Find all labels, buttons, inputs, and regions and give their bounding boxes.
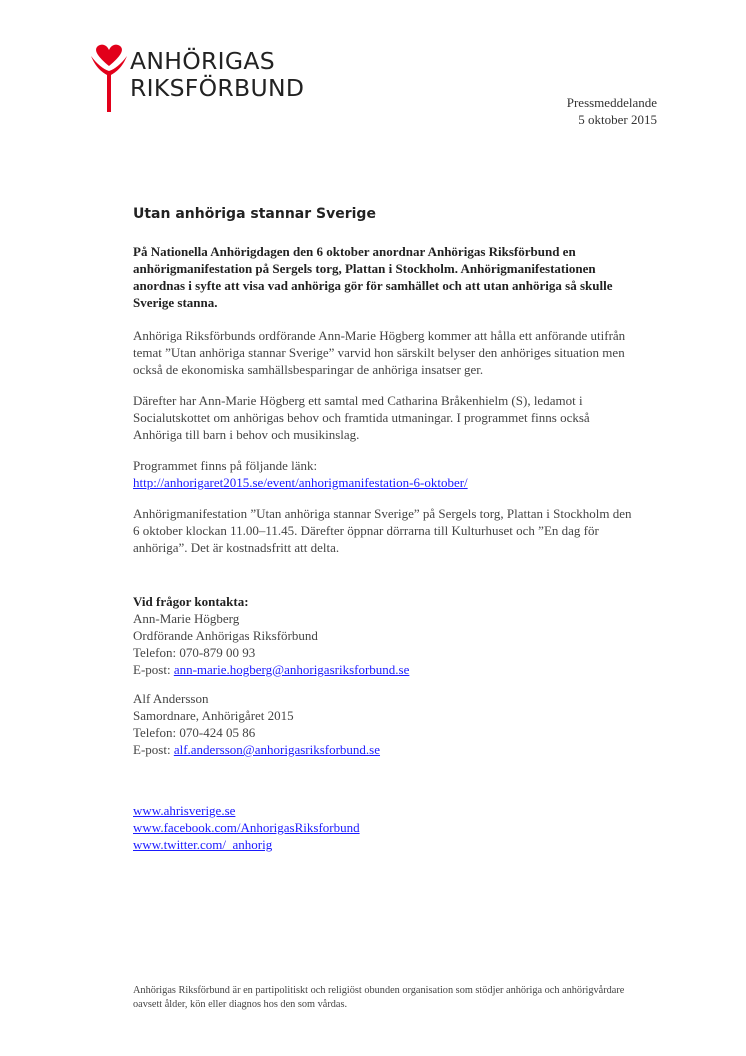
organization-logo — [88, 42, 318, 112]
program-paragraph — [133, 457, 633, 491]
program-intro: Programmet finns på följande länk: — [133, 458, 318, 473]
document-type: Pressmeddelande — [566, 95, 657, 110]
contact-role: Ordförande Anhörigas Riksförbund — [133, 628, 318, 643]
article-paragraph-1: Anhöriga Riksförbunds ordförande Ann-Marie Högberg kommer att hålla ett anförande utifrån temat ”Utan anhöriga stannar Sverige” varvid hon särskilt belyser den anhöriges situation men också de ekonomiska samhällsbesparingar de anhöriga insatser ger. — [133, 328, 626, 377]
contact-heading: Vid frågor kontakta: — [133, 594, 249, 609]
footer-note: Anhörigas Riksförbund är en partipolitiskt och religiöst obunden organisation som stödjer anhöriga och anhörigvårdare oavsett ålder, kön eller diagnos hos den som vårdas. — [133, 985, 625, 1010]
article-paragraph-2: Därefter har Ann-Marie Högberg ett samtal med Catharina Bråkenhielm (S), ledamot i Socialutskottet om anhörigas behov och framtida utmaningar. I programmet finns också Anhöriga till barn i behov och musikinslag. — [133, 393, 590, 442]
contact-name: Alf Andersson — [133, 691, 209, 706]
contact-email-link[interactable]: ann-marie.hogberg@anhorigasriksforbund.se — [173, 662, 410, 677]
article-body — [133, 206, 633, 853]
contact-section — [133, 593, 633, 758]
contact-person-1 — [133, 593, 633, 678]
facebook-link[interactable]: www.facebook.com/AnhorigasRiksforbund — [133, 820, 360, 835]
document-date: 5 oktober 2015 — [578, 112, 657, 127]
contact-phone: Telefon: 070-879 00 93 — [133, 645, 256, 660]
press-info — [567, 94, 657, 128]
heart-person-logo-icon — [88, 42, 130, 112]
contact-phone: Telefon: 070-424 05 86 — [133, 725, 256, 740]
contact-name: Ann-Marie Högberg — [133, 611, 240, 626]
article-paragraph-3: Anhörigmanifestation ”Utan anhöriga stannar Sverige” på Sergels torg, Plattan i Stockholm den 6 oktober klockan 11.00–11.45. Därefter öppnar dörrarna till Kulturhuset och ”En dag för anhöriga”. Det är kostnadsfritt att delta. — [133, 506, 632, 555]
contact-email-link[interactable]: alf.andersson@anhorigasriksforbund.se — [173, 742, 381, 757]
web-links — [133, 802, 633, 853]
article-lead: På Nationella Anhörigdagen den 6 oktober anordnar Anhörigas Riksförbund en anhörigmanifestation på Sergels torg, Plattan i Stockholm. Anhörigmanifestationen anordnas i syfte att visa vad anhöriga gör för samhället och att utan anhöriga så skulle Sverige stanna. — [133, 244, 613, 310]
contact-email-label: E-post: — [133, 662, 174, 677]
website-link[interactable]: www.ahrisverige.se — [133, 803, 236, 818]
logo-text-line1: ANHÖRIGAS — [130, 47, 275, 75]
contact-role: Samordnare, Anhörigåret 2015 — [133, 708, 294, 723]
program-link[interactable]: http://anhorigaret2015.se/event/anhorigmanifestation-6-oktober/ — [133, 475, 468, 490]
article-title: Utan anhöriga stannar Sverige — [133, 206, 376, 222]
contact-person-2 — [133, 690, 633, 758]
logo-text-line2: RIKSFÖRBUND — [130, 74, 305, 102]
contact-email-label: E-post: — [133, 742, 174, 757]
twitter-link[interactable]: www.twitter.com/_anhorig — [133, 837, 273, 852]
